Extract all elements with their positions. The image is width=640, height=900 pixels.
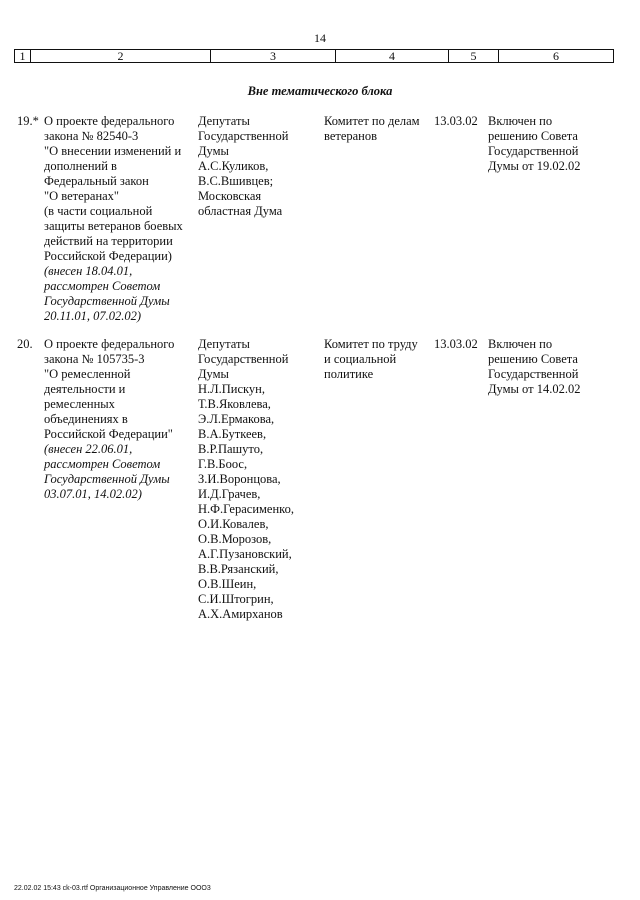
text-line: ремесленных <box>44 397 115 411</box>
text-line: З.И.Воронцова, <box>198 472 281 486</box>
text-line: решению Совета <box>488 129 578 143</box>
text-line: А.Х.Амирханов <box>198 607 283 621</box>
text-line: О.В.Шеин, <box>198 577 257 591</box>
text-line: "О ремесленной <box>44 367 131 381</box>
text-line: С.И.Штогрин, <box>198 592 274 606</box>
text-line: Государственной <box>488 144 579 158</box>
column-number-cell: 3 <box>211 50 336 62</box>
text-line: ветеранов <box>324 129 378 143</box>
text-line: рассмотрен Советом <box>44 279 161 293</box>
text-line: Государственной Думы <box>44 472 170 486</box>
text-line: Российской Федерации" <box>44 427 173 441</box>
text-line: А.С.Куликов, <box>198 159 269 173</box>
text-line: О.В.Морозов, <box>198 532 272 546</box>
text-line: деятельности и <box>44 382 126 396</box>
text-line: Э.Л.Ермакова, <box>198 412 275 426</box>
text-line: О проекте федерального <box>44 114 175 128</box>
text-line: И.Д.Грачев, <box>198 487 261 501</box>
text-line: Депутаты <box>198 337 250 351</box>
bill-authors <box>198 114 320 219</box>
text-line: Комитет по делам <box>324 114 420 128</box>
text-line: "О внесении изменений и <box>44 144 182 158</box>
text-line: Федеральный закон <box>44 174 149 188</box>
entry-number: 19.* <box>17 114 39 128</box>
text-line: закона № 82540-3 <box>44 129 139 143</box>
text-line: Включен по <box>488 114 553 128</box>
text-line: Н.Ф.Герасименко, <box>198 502 294 516</box>
bill-authors <box>198 337 320 622</box>
text-line: В.С.Вшивцев; <box>198 174 274 188</box>
text-line: А.Г.Пузановский, <box>198 547 292 561</box>
text-line: областная Дума <box>198 204 283 218</box>
text-line: (внесен 22.06.01, <box>44 442 133 456</box>
bill-title <box>44 114 194 324</box>
text-line: Т.В.Яковлева, <box>198 397 271 411</box>
text-line: Думы от 14.02.02 <box>488 382 581 396</box>
text-line: (в части социальной <box>44 204 153 218</box>
text-line: Российской Федерации) <box>44 249 172 263</box>
responsible-committee <box>324 114 432 144</box>
text-line: Думы от 19.02.02 <box>488 159 581 173</box>
inclusion-note <box>488 337 618 397</box>
text-line: Думы <box>198 367 229 381</box>
page-number: 14 <box>314 31 326 45</box>
column-number-cell: 4 <box>336 50 449 62</box>
text-line: В.Р.Пашуто, <box>198 442 264 456</box>
entry-number: 20. <box>17 337 33 351</box>
text-line: действий на территории <box>44 234 173 248</box>
text-line: Комитет по труду <box>324 337 418 351</box>
text-line: решению Совета <box>488 352 578 366</box>
text-line: политике <box>324 367 374 381</box>
review-date: 13.03.02 <box>434 114 478 128</box>
column-number-cell: 6 <box>553 49 559 63</box>
text-line: Включен по <box>488 337 553 351</box>
text-line: Государственной <box>198 352 289 366</box>
text-line: В.А.Буткеев, <box>198 427 267 441</box>
text-line: рассмотрен Советом <box>44 457 161 471</box>
text-line: 03.07.01, 14.02.02) <box>44 487 142 501</box>
inclusion-note <box>488 114 618 174</box>
text-line: закона № 105735-3 <box>44 352 145 366</box>
text-line: (внесен 18.04.01, <box>44 264 133 278</box>
text-line: Депутаты <box>198 114 250 128</box>
text-line: 20.11.01, 07.02.02) <box>44 309 141 323</box>
text-line: объединениях в <box>44 412 128 426</box>
text-line: Московская <box>198 189 262 203</box>
text-line: дополнений в <box>44 159 117 173</box>
text-line: защиты ветеранов боевых <box>44 219 183 233</box>
bill-title <box>44 337 194 502</box>
text-line: Государственной <box>488 367 579 381</box>
section-title: Вне тематического блока <box>247 84 393 98</box>
footer-stamp: 22.02.02 15:43 ck-03.rtf Организационное Управление ООО3 <box>14 885 211 892</box>
column-number-cell: 1 <box>15 50 31 62</box>
text-line: В.В.Рязанский, <box>198 562 279 576</box>
text-line: и социальной <box>324 352 397 366</box>
text-line: Думы <box>198 144 229 158</box>
column-number-cell: 2 <box>31 50 211 62</box>
column-number-cell: 5 <box>449 50 499 62</box>
text-line: О проекте федерального <box>44 337 175 351</box>
text-line: О.И.Ковалев, <box>198 517 269 531</box>
column-number-header <box>14 49 614 63</box>
text-line: Государственной <box>198 129 289 143</box>
review-date: 13.03.02 <box>434 337 478 351</box>
responsible-committee <box>324 337 432 382</box>
text-line: Н.Л.Пискун, <box>198 382 265 396</box>
text-line: "О ветеранах" <box>44 189 120 203</box>
text-line: Государственной Думы <box>44 294 170 308</box>
text-line: Г.В.Боос, <box>198 457 248 471</box>
